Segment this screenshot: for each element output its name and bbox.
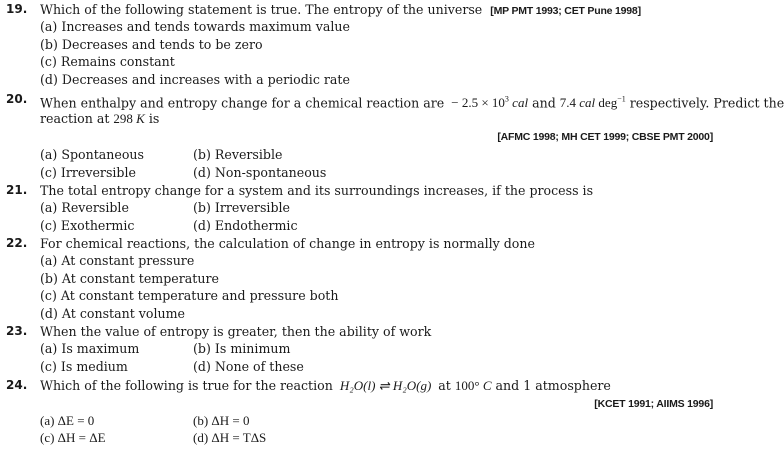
option-c: (c) ΔH = ΔE bbox=[40, 430, 106, 445]
question-stem: The total entropy change for a system and its surroundings increases, if the process is bbox=[40, 183, 594, 198]
source-citation: [AFMC 1998; MH CET 1999; CBSE PMT 2000] bbox=[497, 131, 713, 143]
entropy-number: 7.4 bbox=[559, 95, 577, 111]
option-a: (a) Increases and tends towards maximum value bbox=[40, 19, 350, 34]
enthalpy-exponent: 3 bbox=[504, 95, 509, 104]
temperature-value bbox=[113, 111, 144, 126]
question-stem: For chemical reactions, the calculation of change in entropy is normally done bbox=[40, 236, 535, 251]
stem-text-2: and 1 atmosphere bbox=[495, 378, 611, 393]
enthalpy-mantissa: − 2.5 × 10 bbox=[451, 95, 505, 111]
temperature-unit: K bbox=[136, 111, 145, 126]
question-stem-line2 bbox=[40, 110, 159, 127]
question-number: 23. bbox=[6, 324, 28, 338]
stem-text-4: is bbox=[148, 111, 160, 126]
option-d: (d) At constant volume bbox=[40, 306, 186, 321]
option-d: (d) ΔH = TΔS bbox=[193, 430, 267, 445]
temperature-number: 100° bbox=[454, 378, 480, 393]
stem-text-2: respectively. Predict the bbox=[629, 95, 784, 111]
question-number: 22. bbox=[6, 236, 28, 250]
question-stem bbox=[40, 91, 784, 111]
option-c: (c) Irreversible bbox=[40, 165, 136, 180]
option-a: (a) ΔE = 0 bbox=[40, 413, 95, 428]
option-c: (c) Is medium bbox=[40, 359, 128, 374]
option-d: (d) None of these bbox=[193, 359, 304, 374]
option-b: (b) Irreversible bbox=[193, 200, 290, 215]
stem-text: Which of the following statement is true. The entropy of the universe bbox=[40, 2, 483, 17]
option-b: (b) Decreases and tends to be zero bbox=[40, 37, 263, 52]
question-stem bbox=[40, 377, 611, 394]
option-b: (b) Reversible bbox=[193, 147, 283, 162]
entropy-deg-exponent: −1 bbox=[617, 95, 626, 104]
option-d: (d) Endothermic bbox=[193, 218, 298, 233]
enthalpy-unit: cal bbox=[512, 95, 529, 111]
option-b: (b) Is minimum bbox=[193, 341, 291, 356]
question-number: 21. bbox=[6, 183, 28, 197]
entropy-deg: deg bbox=[598, 95, 618, 111]
source-citation: [MP PMT 1993; CET Pune 1998] bbox=[490, 5, 641, 17]
question-number: 19. bbox=[6, 2, 28, 16]
temperature-unit: C bbox=[482, 378, 492, 393]
option-a: (a) Spontaneous bbox=[40, 147, 145, 162]
reaction-equation: H₂O(l) ⇌ H₂O(g) bbox=[339, 378, 432, 393]
stem-text-3: reaction at bbox=[40, 111, 110, 126]
option-d: (d) Decreases and increases with a periodic rate bbox=[40, 72, 350, 87]
question-number: 20. bbox=[6, 92, 28, 106]
option-b: (b) At constant temperature bbox=[40, 271, 219, 286]
question-number: 24. bbox=[6, 378, 28, 392]
enthalpy-value bbox=[451, 95, 528, 110]
option-a: (a) At constant pressure bbox=[40, 253, 195, 268]
stem-at: at bbox=[438, 378, 451, 393]
temperature-number: 298 bbox=[113, 111, 133, 126]
option-a: (a) Is maximum bbox=[40, 341, 140, 356]
question-stem: When the value of entropy is greater, then the ability of work bbox=[40, 324, 432, 339]
entropy-unit: cal bbox=[579, 95, 596, 111]
option-a: (a) Reversible bbox=[40, 200, 129, 215]
entropy-value bbox=[560, 95, 626, 110]
option-c: (c) Remains constant bbox=[40, 54, 175, 69]
stem-and: and bbox=[532, 95, 556, 111]
option-d: (d) Non-spontaneous bbox=[193, 165, 327, 180]
stem-text: When enthalpy and entropy change for a chemical reaction are bbox=[40, 95, 445, 111]
option-b: (b) ΔH = 0 bbox=[193, 413, 250, 428]
temperature-value bbox=[455, 378, 492, 393]
stem-text: Which of the following is true for the reaction bbox=[40, 378, 333, 393]
source-citation: [KCET 1991; AIIMS 1996] bbox=[594, 398, 713, 410]
option-c: (c) Exothermic bbox=[40, 218, 135, 233]
option-c: (c) At constant temperature and pressure both bbox=[40, 288, 339, 303]
